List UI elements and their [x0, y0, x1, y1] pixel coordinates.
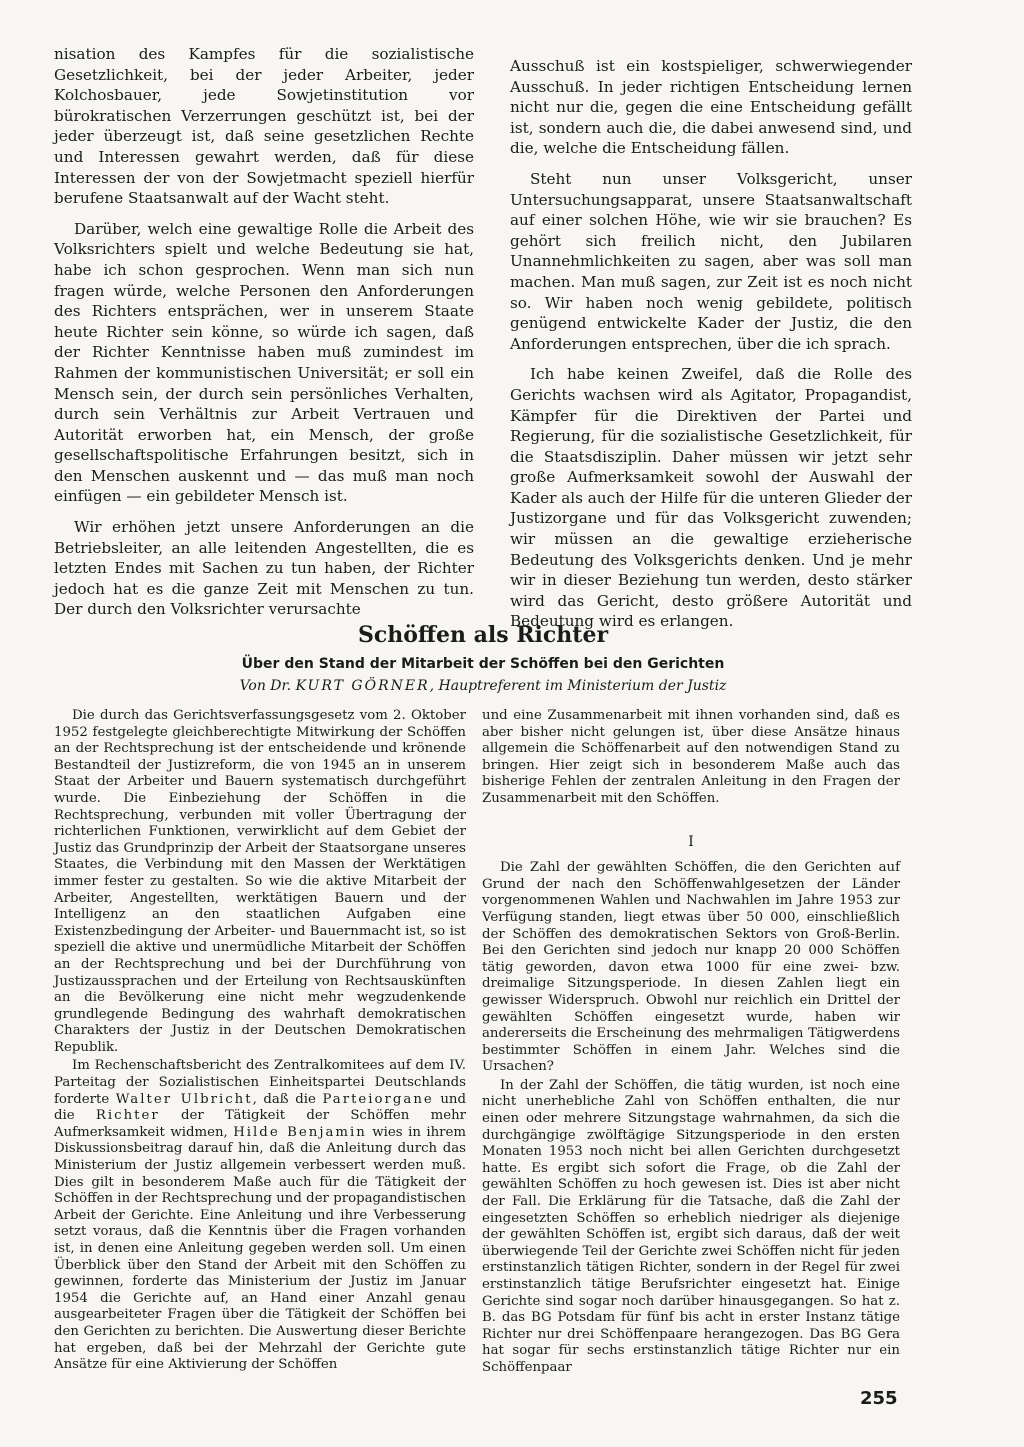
continued-text-right-column — [510, 56, 912, 642]
paragraph: Ich habe keinen Zweifel, daß die Rolle des Gerichts wachsen wird als Agitator, Propagandist, Kämpfer für die Direktiven der Partei und Regierung, für die sozialistische Gesetzlichkeit, für die Staatsdisziplin. Daher müssen wir jetzt sehr große Aufmerksamkeit sowohl der Auswahl der Kader als auch der Hilfe für die unteren Glieder der Justizorgane und für das Volksgericht zuwenden; wir müssen an die gewaltige erzieherische Bedeutung des Volksgerichts denken. Und je mehr wir in dieser Beziehung tun werden, desto stärker wird das Gericht, desto größere Autorität und Bedeutung wird es erlangen. — [510, 365, 912, 631]
emphasis-parteiorgane: Parteiorgane — [322, 1091, 434, 1107]
continued-text-left-column — [54, 44, 474, 630]
article-heading — [54, 620, 912, 696]
name-hilde-benjamin: Hilde Benjamin — [233, 1124, 367, 1140]
paragraph: Darüber, welch eine gewaltige Rolle die Arbeit des Volksrichters spielt und welche Bedeutung sie hat, habe ich schon gesprochen. Wenn man sich nun fragen würde, welche Personen den Anforderungen des Richters entsprächen, wer in unserem Staate heute Richter sein könne, so würde ich sagen, daß der Richter Kenntnisse haben muß zumindest im Rahmen der kommunistischen Universität; er soll ein Mensch sein, der durch sein persönliches Verhalten, durch sein Verhältnis zur Arbeit Vertrauen und Autorität erworben hat, ein Mensch, der große gesellschaftspolitische Erfahrungen besitzt, sich in den Menschen auskennt und — das muß man noch einfügen — ein gebildeter Mensch ist. — [54, 219, 474, 506]
emphasis-richter: Richter — [95, 1108, 160, 1124]
text-run: Im Rechenschaftsbericht des Zentralkomitees auf dem IV. Parteitag der Sozialistischen Einheitspartei Deutschlands forderte — [54, 1058, 466, 1107]
paragraph: und eine Zusammenarbeit mit ihnen vorhanden sind, daß es aber bisher nicht gelungen ist, über diese Ansätze hinaus allgemein die Schöffenarbeit auf den notwendigen Stand zu bringen. Hier zeigt sich in besonderem Maße auch das bisherige Fehlen der zentralen Anleitung in den Fragen der Zusammenarbeit mit den Schöffen. — [482, 708, 900, 806]
paragraph: Steht nun unser Volksgericht, unser Untersuchungsapparat, unsere Staatsanwaltschaft auf einer solchen Höhe, wie wir sie brauchen? Es gehört sich freilich nicht, den Jubilaren Unannehmlichkeiten zu sagen, aber was soll man machen. Man muß sagen, zur Zeit ist es noch nicht so. Wir haben noch wenig gebildete, politisch genügend entwickelte Kader der Justiz, die den Anforderungen entsprechen, über die ich sprach. — [510, 169, 912, 353]
paragraph: nisation des Kampfes für die sozialistische Gesetzlichkeit, bei der jeder Arbeiter, jeder Kolchosbauer, jede Sowjetinstitution vor bürokratischen Verzerrungen geschützt ist, bei der jeder überzeugt ist, daß seine gesetzlichen Rechte und Interessen gewahrt werden, daß für diese Interessen der von der Sowjetmacht speziell hierfür berufene Staatsanwalt auf der Wacht steht. — [54, 45, 474, 208]
text-run: der Tätigkeit der Schöffen mehr Aufmerksamkeit widmen, — [54, 1108, 466, 1140]
section-number: I — [688, 833, 694, 850]
paragraph: Wir erhöhen jetzt unsere Anforderungen an die Betriebsleiter, an alle leitenden Angestellten, die es letzten Endes mit Sachen zu tun haben, der Richter jedoch hat es die ganze Zeit mit Menschen zu tun. Der durch den Volksrichter verursachte — [54, 518, 474, 619]
text-run: wies in ihrem Diskussionsbeitrag darauf hin, daß die Anleitung durch das Ministerium der Justiz allgemein verbessert werden muß. Dies gilt in besonderem Maße auch für die Tätigkeit der Schöffen in der Rechtsprechung und der propagandistischen Arbeit der Gerichte. Eine Anleitung und ihre Verbesserung setzt voraus, daß die Kenntnis über die Fragen vorhanden ist, in denen eine Anleitung gegeben werden soll. Um einen Überblick über den Stand der Arbeit mit den Schöffen zu gewinnen, forderte das Ministerium der Justiz im Januar 1954 die Gerichte auf, an Hand einer Anzahl genau ausgearbeiteter Fragen über die Tätigkeit der Schöffen bei den Gerichten zu berichten. Die Auswertung dieser Berichte hat ergeben, daß bei der Mehrzahl der Gerichte gute Ansätze für eine Aktivierung der Schöffen — [54, 1124, 466, 1373]
article-subtitle: Über den Stand der Mitarbeit der Schöffen bei den Gerichten — [241, 656, 725, 672]
paragraph — [54, 1058, 466, 1373]
article-byline — [54, 676, 912, 696]
paragraph: In der Zahl der Schöffen, die tätig wurden, ist noch eine nicht unerhebliche Zahl von Schöffen enthalten, die nur einen oder mehrere Sitzungstage wahrnahmen, da sich die durchgängige zwölftägige Sitzungsperiode in den ersten Monaten 1953 noch nicht bei allen Gerichten durchgesetzt hatte. Es ergibt sich sofort die Frage, ob die Zahl der gewählten Schöffen zu hoch gewesen ist. Dies ist aber nicht der Fall. Die Erklärung für die Tatsache, daß die Zahl der eingesetzten Schöffen so erheblich niedriger als diejenige der gewählten Schöffen ist, ergibt sich daraus, daß der weit überwiegende Teil der Gerichte zwei Schöffen nicht für jeden erstinstanzlich tätigen Richter, sondern in der Regel für zwei erstinstanzlich tätige Berufsrichter eingesetzt hat. Einige Gerichte sind sogar noch darüber hinausgegangen. So hat z. B. das BG Potsdam für fünf bis acht in erster Instanz tätige Richter nur drei Schöffenpaare herangezogen. Das BG Gera hat sogar für sechs erstinstanzlich tätige Richter nur ein Schöffenpaar — [482, 1077, 900, 1375]
byline-prefix: Von Dr. — [239, 678, 296, 694]
byline-suffix: , Hauptreferent im Ministerium der Justiz — [429, 678, 727, 694]
article-left-column — [54, 708, 466, 1376]
text-run: und die — [54, 1091, 466, 1124]
paragraph: Die durch das Gerichtsverfassungsgesetz vom 2. Oktober 1952 festgelegte gleichberechtigte Mitwirkung der Schöffen an der Rechtsprechung ist der entscheidende und krönende Bestandteil der Justizreform, die von 1945 an in unserem Staat der Arbeiter und Bauern systematisch durchgeführt wurde. Die Einbeziehung der Schöffen in die Rechtsprechung, verbunden mit voller Übertragung der richterlichen Funktionen, verwirklicht auf dem Gebiet der Justiz das Grundprinzip der Arbeit der Staatsorgane unseres Staates, die Verbindung mit den Massen der Werktätigen immer fester zu gestalten. So wie die aktive Mitarbeit der Arbeiter, Angestellten, werktätigen Bauern und der Intelligenz an den staatlichen Aufgaben eine Existenzbedingung der Arbeiter- und Bauernmacht ist, so ist speziell die aktive und unermüdliche Mitarbeit der Schöffen an der Rechtsprechung und bei der Durchführung von Justizaussprachen und der Erteilung von Rechtsauskünften an die Bevölkerung eine nicht mehr wegzudenkende grundlegende Bedingung des wahrhaft demokratischen Charakters der Justiz in der Deutschen Demokratischen Republik. — [54, 708, 466, 1055]
article-right-column — [482, 708, 900, 1379]
paragraph: Ausschuß ist ein kostspieliger, schwerwiegender Ausschuß. In jeder richtigen Entscheidung lernen nicht nur die, gegen die eine Entscheidung gefällt ist, sondern auch die, die dabei anwesend sind, und die, welche die Entscheidung fällen. — [510, 57, 912, 158]
article-title: Schöffen als Richter — [357, 622, 609, 648]
byline-author: KURT GÖRNER — [295, 678, 430, 694]
paragraph: Die Zahl der gewählten Schöffen, die den Gerichten auf Grund der nach den Schöffenwahlgesetzen der Länder vorgenommenen Wahlen und Nachwahlen im Jahre 1953 zur Verfügung standen, liegt etwas über 50 000, einschließlich der Schöffen des demokratischen Sektors von Groß-Berlin. Bei den Gerichten sind jedoch nur knapp 20 000 Schöffen tätig geworden, davon etwa 1000 für eine zwei- bzw. dreimalige Sitzungsperiode. In diesen Zahlen liegt ein gewisser Widerspruch. Obwohl nur reichlich ein Drittel der gewählten Schöffen eingesetzt wurde, haben wir andererseits die Erscheinung des mehrmaligen Tätigwerdens bestimmter Schöffen in einem Jahr. Welches sind die Ursachen? — [482, 860, 900, 1075]
name-walter-ulbricht: Walter Ulbricht — [115, 1091, 253, 1107]
text-run: , daß die — [252, 1091, 323, 1107]
page-number: 255 — [860, 1388, 898, 1409]
